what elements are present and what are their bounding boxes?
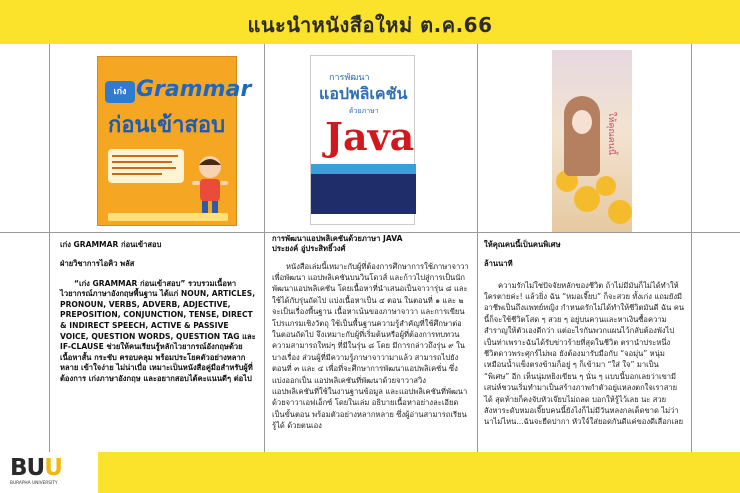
book-info-grammar	[60, 240, 257, 385]
cover-band	[311, 174, 416, 214]
cover-line	[112, 167, 176, 169]
cover-line	[112, 173, 162, 175]
book-cover-java[interactable]	[310, 55, 415, 225]
cover-main: แอปพลิเคชัน	[319, 84, 408, 103]
grid-line-horizontal	[0, 232, 740, 233]
grid-line-2	[264, 44, 265, 452]
cover-sub: การพัฒนา	[329, 73, 370, 83]
footer-bar	[98, 452, 740, 493]
cover-thai-title: ก่อนเข้าสอบ	[108, 113, 226, 138]
book-author: ล้านนาที	[484, 259, 513, 269]
book-info-java	[272, 234, 469, 432]
sunflower-icon	[596, 176, 616, 196]
page-title: แนะนำหนังสือใหม่ ต.ค.66	[247, 13, 493, 37]
grid-line-1	[49, 44, 50, 452]
book-author: ประยงค์ อู่ประสิทธิ์วงศ์	[272, 244, 346, 254]
book-description: ความรักไม่ใช่ปัจจัยหลักของชีวิต ถ้าไม่มีมันก็ไม่ได้ทำให้ใครตายค่ะ! แล้วยิ่ง ฉัน “หมอเจี๊ยบ” ก็จะสวย ทั้งเก่ง แถมยังมีอาชีพเป็นถึงแพทย์หญิง กำหนดรักไม่ได้ทำให้ชีวิตมันดี ฉัน คนนี้ก็จะใช้ชีวิตโสด ๆ สวย ๆ อยู่บนคานและหาเงินซื้อความสำราญให้ตัวเองดีกว่า แต่อะไรกันพวกแผนไว้กลับต้องพังไปเป็นท่าเพราะฉันได้รับข่าวร้ายที่สุดในชีวิต ตรานำประหนึ่งชีวิตดาวพระศุกร์ไม่พอ ยังต้องมารับมือกับ “จอมุ่น” หนุ่มเหมือนน้ำแข็งตรงข้ามก็อยู่ ๆ ก็เข้ามา “ใส่ ใจ” มาเป็น “พิเศษ” อีก เห็นนุ่มหยิงเขียน ๆ นั่น ๆ แบบนี้บอกเลยว่าเขามีเสน่ห์ชวนเริ่มทำมาเป็นสร้างภาพกำตัวอยู่แหลงตกใจเราสายได้ สุดท้ายก็คงจับหัวเจ๊ยบไม่ถลด บอกให้รู้ไว้เลย นะ สวยสังหาระดับหมอเจี๊ยบคนนี้ยังไงก็ไม่มีวันหลงกลเด็ดขาด ไม่ว่านาไม่ไหน...ฉันจะยืดปากา หัวใจ์ใส่ยอดกันดีแค่ของดีเลือกเลย	[484, 280, 685, 427]
cover-line	[112, 155, 178, 157]
girl-illustration-icon	[564, 96, 600, 176]
book-title: การพัฒนาแอปพลิเคชันด้วยภาษา JAVA	[272, 234, 403, 243]
cover-badge: เก่ง	[105, 81, 135, 103]
logo-text-accent: U	[44, 455, 62, 481]
logo-subtitle: BURAPHA UNIVERSITY	[10, 481, 58, 486]
grid-line-3	[477, 44, 478, 452]
cover-footer-strip	[108, 213, 228, 221]
cover-title: ให้คุณคนนี้	[606, 112, 616, 156]
book-info-novel	[484, 240, 684, 428]
book-description: “เก่ง GRAMMAR ก่อนเข้าสอบ” รวบรวมเนื้อหาไวยากรณ์ภาษาอังกฤษพื้นฐาน ได้แก่ NOUN, ARTICLES, PRONOUN, VERBS, ADVERB, ADJECTIVE, PREPOSITION, CONJUNCTION, TENSE, DIRECT & INDIRECT SPEECH, ACTIVE & PASSIVE VOICE, QUESTION WORDS, QUESTION TAG และ IF-CLAUSE ช่วยให้คนเรียนรู้หลักไวยากรณ์อังกฤษด้วยเนื้อหาสั้น กระชับ ครอบคลุม พร้อมประโยคตัวอย่างหลากหลาย เข้าใจง่าย ไม่น่าเบื่อ เหมาะเป็นหนังสือคู่มือสำหรับผู้ที่ต้องการ เก่งภาษาอังกฤษ และอยากสอบได้คะแนนดีๆ ต่อไป	[60, 278, 256, 383]
cover-java-word: Java	[325, 114, 415, 159]
book-cover-grammar[interactable]	[97, 56, 252, 226]
book-title: เก่ง GRAMMAR ก่อนเข้าสอบ	[60, 240, 162, 249]
cover-stripe	[311, 164, 416, 174]
book-title: ให้คุณคนนี้เป็นคนพิเศษ	[484, 240, 561, 249]
cover-line	[112, 161, 172, 163]
logo-text-main: BU	[10, 455, 45, 481]
book-description: หนังสือเล่มนี้เหมาะกับผู้ที่ต้องการศึกษาการใช้ภาษาจาวาเพื่อพัฒนา แอปพลิเคชันบนวินโดวส์ และก้าวไปสู่การเป็นนักพัฒนาแอปพลิเคชัน โดยเนื้อหาที่นำเสนอเป็นจาวารุ่น ๘ และใช้ได้กับรุ่นถัดไป แบ่งเนื้อหาเป็น ๔ ตอน ในตอนที่ ๑ และ ๒ จะเป็นเรื่องพื้นฐาน เนื้อหาเน้นของภาษาจาวา และการเขียนโปรแกรมเชิงวัตถุ ใช้เป็นพื้นฐานความรู้สำคัญที่ใช้ศึกษาต่อในตอนถัดไป จึงเหมาะกับผู้ที่เริ่มต้นหรือผู้ที่ต้องการทบทวนความสามารถใหม่ๆ ที่มีในรุ่น ๘ โดย มีการกล่าวถึงรุ่น ๙ ในบางเรื่อง ส่วนผู้ที่มีความรู้ภาษาจาวามาแล้ว สามารถไปยังตอนที่ ๓ และ ๔ เพื่อที่จะศึกษาการพัฒนาแอปพลิเคชั่น ซึ่งแบ่งออกเป็น แอปพลิเคชันที่พัฒนาด้วยจาวาสวิง แอปพลิเคชันที่ใช้ในงานฐานข้อมูล และแอปพลิเคชันที่พัฒนาด้วยจาวาเอฟเอ็กซ์ โดยในเล่ม อธิบายเนื้อหาอย่างละเอียด เป็นขั้นตอน พร้อมตัวอย่างหลากหลาย ซึ่งผู้อ่านสามารถเรียนรู้ได้ ด้วยตนเอง	[272, 261, 469, 431]
book-author: ฝ่ายวิชาการไอคิว พลัส	[60, 259, 135, 269]
grid-line-4	[691, 44, 692, 452]
book-cover-novel[interactable]	[552, 50, 632, 232]
sunflower-icon	[608, 200, 632, 224]
university-logo	[10, 455, 62, 481]
cover-word: Grammar	[136, 77, 252, 102]
kid-illustration-icon	[190, 153, 230, 215]
cover-small: ด้วยภาษา	[349, 107, 379, 115]
girl-face-icon	[572, 110, 592, 134]
